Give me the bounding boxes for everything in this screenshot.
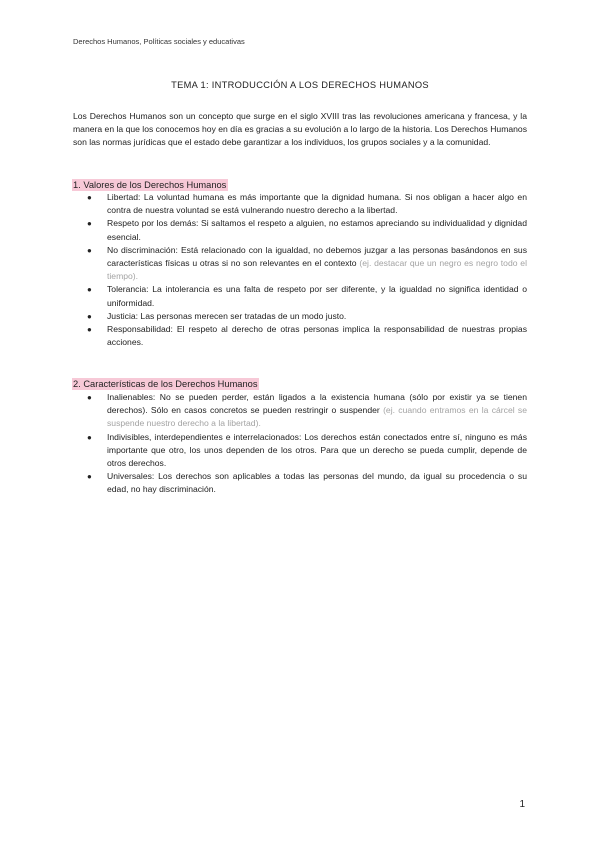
running-header: Derechos Humanos, Políticas sociales y educativas — [73, 37, 245, 46]
item-note: (ej. cuando entramos en la cárcel se suspende nuestro derecho a la libertad). — [107, 405, 527, 429]
item-text: Responsabilidad: El respeto al derecho de otras personas implica la responsabilidad de nuestras propias acciones. — [107, 324, 527, 348]
section-1-title-text: 1. Valores de los Derechos Humanos — [73, 180, 227, 190]
page-number: 1 — [519, 799, 525, 810]
bullet-icon: ● — [87, 245, 92, 255]
section-2-title — [72, 379, 259, 389]
list-item — [73, 244, 527, 284]
document-title: TEMA 1: INTRODUCCIÓN A LOS DERECHOS HUMANOS — [171, 80, 429, 90]
item-text: Universales: Los derechos son aplicables a todas las personas del mundo, da igual su procedencia o su edad, no hay discriminación. — [107, 471, 527, 495]
item-text: Tolerancia: La intolerancia es una falta de respeto por ser diferente, y la igualdad no significa identidad o uniformidad. — [107, 284, 527, 308]
list-item — [73, 310, 527, 323]
item-note: (ej. destacar que un negro es negro todo el tiempo). — [107, 258, 527, 282]
bullet-icon: ● — [87, 472, 92, 482]
intro-paragraph: Los Derechos Humanos son un concepto que surge en el siglo XVIII tras las revoluciones americana y francesa, y la manera en la que los conocemos hoy en día es gracias a su evolución a lo largo de la historia. Los Derechos Humanos son las normas jurídicas que el estado debe garantizar a los individuos, los grupos sociales y a la comunidad. — [73, 111, 527, 148]
list-item — [73, 191, 527, 217]
list-item — [73, 323, 527, 349]
item-text: Libertad: La voluntad humana es más importante que la dignidad humana. Si nos obligan a hacer algo en contra de nuestra voluntad se está vulnerando nuestro derecho a la libertad. — [107, 192, 527, 216]
item-text: Respeto por los demás: Si saltamos el respeto a alguien, no estamos apreciando su individualidad y dignidad esencial. — [107, 218, 527, 242]
characteristics-list — [73, 391, 527, 497]
item-text: No discriminación: Está relacionado con la igualdad, no debemos juzgar a las personas basándonos en sus características físicas u otras si no son relevantes en el contexto — [107, 244, 527, 269]
bullet-icon: ● — [87, 285, 92, 295]
values-list — [73, 191, 527, 349]
section-1-title — [72, 180, 228, 190]
list-item — [73, 431, 527, 471]
bullet-icon: ● — [87, 393, 92, 402]
bullet-icon: ● — [87, 325, 92, 335]
bullet-icon: ● — [87, 193, 92, 202]
list-item — [73, 470, 527, 496]
bullet-icon: ● — [87, 311, 92, 321]
item-text: Inalienables: No se pueden perder, están ligados a la existencia humana (sólo por existir ya se tienen derechos). Sólo en casos concretos se pueden restringir o suspender — [107, 392, 527, 416]
item-text: Indivisibles, interdependientes e interrelacionados: Los derechos están conectados entre sí, ninguno es más importante que otro, los unos dependen de los otros. Para que un derecho se pueda cumplir, depende de otros derechos. — [107, 431, 527, 469]
bullet-icon: ● — [87, 219, 92, 229]
list-item — [73, 217, 527, 243]
list-item — [73, 391, 527, 431]
list-item — [73, 283, 527, 309]
bullet-icon: ● — [87, 432, 92, 442]
item-text: Justicia: Las personas merecen ser tratadas de un modo justo. — [107, 310, 347, 321]
section-2-title-text: 2. Características de los Derechos Humanos — [73, 379, 258, 389]
